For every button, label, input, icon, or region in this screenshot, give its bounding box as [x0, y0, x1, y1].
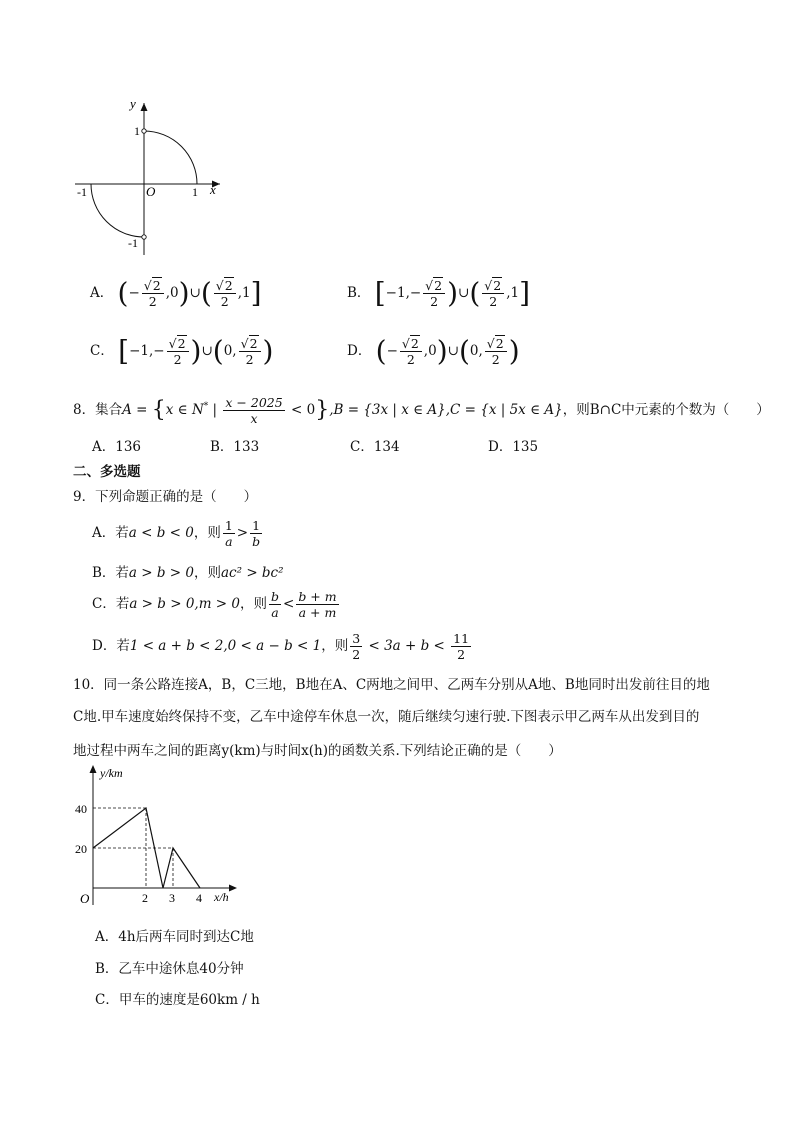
graph2-y-tick-20: 20	[75, 842, 87, 856]
graph2-y-tick-40: 40	[75, 802, 87, 816]
graph2-y-label: y/km	[100, 766, 123, 780]
graph1-y-label: y	[130, 96, 136, 111]
q8-stem: 8．集合A = {x ∈ N* | $\frac{x - 2025}{x}$ < 0},B = {3x | x ∈ A},C = {x | 5x ∈ A}，则B∩C中元素的个数为（ ）	[73, 395, 770, 426]
graph1-origin: O	[146, 184, 156, 199]
graph1-one-x: 1	[192, 185, 198, 199]
graph1-one-y: 1	[134, 124, 140, 138]
q9-stem: 9．下列命题正确的是（ ）	[73, 489, 258, 505]
graph2-x-tick-4: 4	[196, 891, 202, 905]
graph1-x-label: x	[210, 182, 216, 197]
q7-option-d: D． (− $\frac{√2}{2}$ ,0)∪(0, $\frac{√2}{2}$ )	[347, 334, 520, 368]
q10-line-2: C地.甲车速度始终保持不变，乙车中途停车休息一次，随后继续匀速行驶.下图表示甲乙两车从出发到目的	[73, 709, 700, 725]
q9-option-c: C．若a > b > 0,m > 0，则 $\frac{b}{a}$ < $\frac{b + m}{a + m}$	[92, 589, 337, 620]
section-title: 二、多选题	[73, 464, 141, 480]
graph2-x-tick-3: 3	[169, 891, 175, 905]
q9-option-b: B．若a > b > 0，则ac² > bc²	[92, 565, 284, 581]
graph2-x-label: x/h	[214, 890, 229, 904]
q10-line-1: 10．同一条公路连接A，B，C三地，B地在A、C两地之间甲、乙两车分别从A地、B地同时出发前往目的地	[73, 677, 710, 693]
q7-option-b: B． [−1,− $\frac{√2}{2}$ )∪( $\frac{√2}{2}$ ,1]	[347, 276, 531, 310]
q8-option-d: D．135	[488, 439, 539, 455]
q10-option-a: A．4h后两车同时到达C地	[95, 929, 254, 945]
q8-option-c: C．134	[350, 439, 400, 455]
distance-time-graph	[70, 755, 245, 910]
graph1-neg-one-x: -1	[77, 185, 87, 199]
q9-option-a: A．若a < b < 0，则 $\frac{1}{a}$ > $\frac{1}{b}$	[92, 518, 261, 549]
q10-option-c: C．甲车的速度是60km / h	[95, 992, 260, 1008]
q7-option-a: A． (− $\frac{√2}{2}$ ,0)∪( $\frac{√2}{2}$ ,1]	[90, 276, 262, 310]
graph1-neg-one-y: -1	[128, 236, 138, 250]
graph2-origin: O	[80, 891, 90, 906]
function-graph-1	[70, 95, 230, 260]
q9-option-d: D．若1 < a + b < 2,0 < a − b < 1，则 $\frac{3}{2}$ < 3a + b < $\frac{11}{2}$	[92, 631, 470, 662]
q8-option-b: B．133	[210, 439, 260, 455]
q10-option-b: B．乙车中途休息40分钟	[95, 961, 244, 977]
graph2-x-tick-2: 2	[142, 891, 148, 905]
q7-option-c: C． [−1,− $\frac{√2}{2}$ )∪(0, $\frac{√2}{2}$ )	[90, 334, 274, 368]
q8-option-a: A．136	[92, 439, 142, 455]
q10-line-3: 地过程中两车之间的距离y(km)与时间x(h)的函数关系.下列结论正确的是（ ）	[73, 743, 562, 759]
